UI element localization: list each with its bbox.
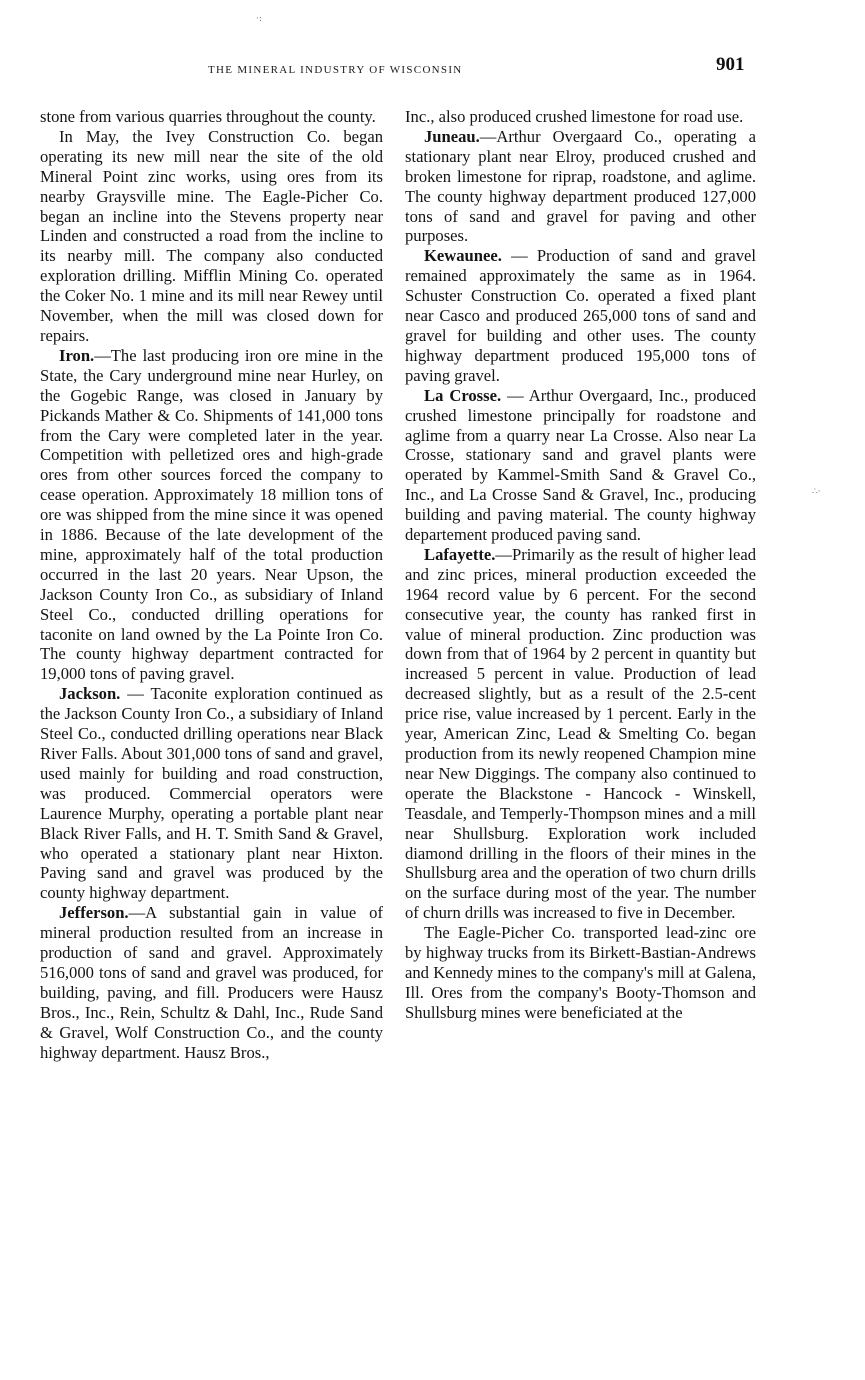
scan-speck: ∴· [812,487,821,497]
running-head: THE MINERAL INDUSTRY OF WISCONSIN [208,64,463,76]
left-column [40,107,383,1063]
county-heading-jefferson: Jefferson. [59,903,129,923]
paragraph-mills: In May, the Ivey Construction Co. began operating its new mill near the site of the old Mineral Point zinc works, using ores from its nearby Graysville mine. The Eagle-Picher Co. began an incline into the Stevens property near Linden and constructed a road from the incline to its nearby mill. The company also conducted exploration drilling. Mifflin Mining Co. operated the Coker No. 1 mine and its mill near Rewey until November, when the mill was closed down for repairs. [40,126,383,345]
paragraph-continued: stone from various quarries throughout the county. [40,107,376,126]
county-heading-iron: Iron. [59,345,95,365]
county-heading-kewaunee: Kewaunee. [424,246,502,266]
county-heading-lafayette: Lafayette. [424,544,496,564]
paragraph-juneau [405,127,756,246]
paragraph-continued-right: Inc., also produced crushed limestone for road use. [405,107,744,126]
county-heading-jackson: Jackson. [59,684,121,704]
paragraph-jackson [40,684,383,903]
right-column [405,107,756,1023]
paragraph-jefferson [40,903,383,1062]
paragraph-kewaunee-text: — Production of sand and gravel remained approximately the same as in 1964. Schuster Construction Co. operated a fixed plant near Casco and produced 265,000 tons of sand and gravel for building and other uses. The county highway department produced 195,000 tons of paving gravel. [405,246,756,385]
paragraph-eagle-picher: The Eagle-Picher Co. transported lead-zinc ore by highway trucks from its Birkett-Bastian-Andrews and Kennedy mines to the company's mill at Galena, Ill. Ores from the company's Booty-Thomson and Shullsburg mines were beneficiated at the [405,923,756,1022]
paragraph-lafayette-text: —Primarily as the result of higher lead and zinc prices, mineral production exceeded the 1964 record value by 6 percent. For the second consecutive year, the county has ranked first in value of mineral production. Zinc production was down from that of 1964 by 2 percent in quantity but increased 5 percent in value. Production of lead decreased slightly, but as a result of the 2.5-cent price rise, value increased by 1 percent. Early in the year, American Zinc, Lead & Smelting Co. began production from its newly reopened Champion mine near New Diggings. The company also continued to operate the Blackstone - Hancock - Winskell, Teasdale, and Temperly-Thompson mines and a mill near Shullsburg. Exploration work included diamond drilling in the floors of their mines in the Shullsburg area and the operation of two churn drills on the surface during most of the year. The number of churn drills was increased to five in December. [405,544,756,923]
paragraph-jefferson-text: —A substantial gain in value of mineral production resulted from an increase in production of sand and gravel. Approximately 516,000 tons of sand and gravel was produced, for building, paving, and fill. Producers were Hausz Bros., Inc., Rein, Schultz & Dahl, Inc., Rude Sand & Gravel, Wolf Construction Co., and the county highway department. Hausz Bros., [40,903,383,1062]
scan-speck: ·: [256,14,262,24]
page-number: 901 [716,54,745,75]
paragraph-iron-text: —The last producing iron ore mine in the State, the Cary underground mine near Hurley, on the Gogebic Range, was closed in January by Pickands Mather & Co. Shipments of 141,000 tons from the Cary were completed later in the year. Competition with pelletized ores and high-grade ores from other sources forced the company to cease operation. Approximately 18 million tons of ore was shipped from the mine since it was opened in 1886. Because of the late development of the mine, approximately half of the total production occurred in the last 20 years. Near Upson, the Jackson County Iron Co., as subsidiary of Inland Steel Co., conducted drilling operations for taconite on land owned by the La Pointe Iron Co. The county highway department contracted for 19,000 tons of paving gravel. [40,345,383,684]
paragraph-jackson-text: — Taconite exploration continued as the Jackson County Iron Co., a subsidiary of Inland Steel Co., conducted drilling operations near Black River Falls. About 301,000 tons of sand and gravel, used mainly for building and road construction, was produced. Commercial operators were Laurence Murphy, operating a portable plant near Black River Falls, and H. T. Smith Sand & Gravel, who operated a stationary plant near Hixton. Paving sand and gravel was produced by the county highway department. [40,684,383,903]
paragraph-lafayette [405,545,756,923]
paragraph-la-crosse-text: — Arthur Overgaard, Inc., produced crushed limestone principally for roadstone and aglime from a quarry near La Crosse. Also near La Crosse, stationary sand and gravel plants were operated by Kammel-Smith Sand & Gravel Co., Inc., and La Crosse Sand & Gravel, Inc., producing building and paving material. The county highway departement produced paving sand. [405,385,756,545]
paragraph-la-crosse [405,386,756,545]
paragraph-juneau-text: —Arthur Overgaard Co., operating a stationary plant near Elroy, produced crushed and broken limestone for riprap, roadstone, and aglime. The county highway department produced 127,000 tons of sand and gravel for paving and other purposes. [405,126,756,246]
paragraph-kewaunee [405,246,756,385]
paragraph-iron [40,346,383,684]
county-heading-la-crosse: La Crosse. [424,385,502,405]
county-heading-juneau: Juneau. [424,126,480,146]
